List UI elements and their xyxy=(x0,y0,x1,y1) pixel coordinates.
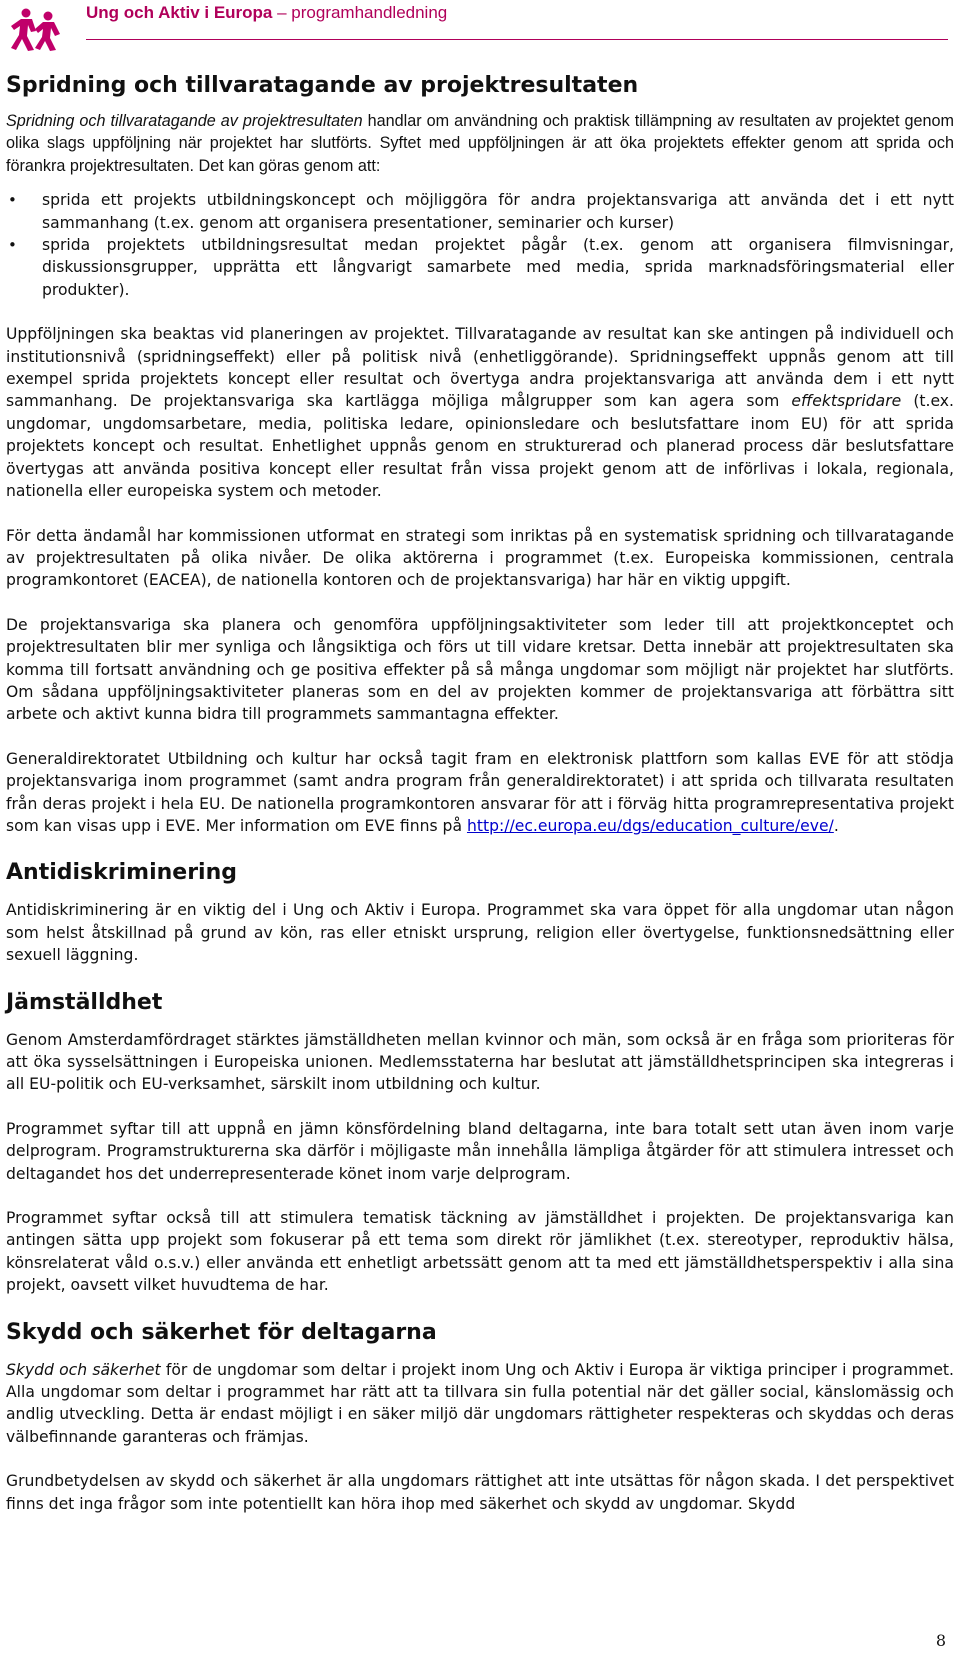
heading-jamstalldhet: Jämställdhet xyxy=(6,989,163,1015)
paragraph-jamstalldhet-1: Genom Amsterdamfördraget stärktes jämställdheten mellan kvinnor och män, som också är en fråga som prioriteras för att öka sysselsättningen i Europeiska unionen. Medlemsstaterna har beslutat att jämställdhetsprincipen ska integreras i all EU-politik och EU-verksamhet, särskilt inom utbildning och kultur. xyxy=(6,1030,954,1094)
heading-skydd: Skydd och säkerhet för deltagarna xyxy=(6,1319,437,1345)
paragraph-projektansvariga: De projektansvariga ska planera och genomföra uppföljningsaktiviteter som leder till att projektkonceptet och projektresultaten blir mer synliga och långsiktiga och förs ut till vidare kretsar. Detta innebär att projektresultaten ska komma till fortsatt användning och ge positiva effekter på så många ungdomar som möjligt när projektet har slutförts. Om sådana uppföljningsaktiviteter planeras som en del av projekten kommer de projektansvariga att förbättra sitt arbete och aktivt kunna bidra till programmets sammantagna effekter. xyxy=(6,615,954,724)
paragraph-skydd-1: Skydd och säkerhet för de ungdomar som deltar i projekt inom Ung och Aktiv i Europa är viktiga principer i programmet. Alla ungdomar som deltar i programmet har rätt att ta tillvara sin fulla potential när det gäller social, känslomässig och andlig utveckling. Detta är endast möjligt i en säker miljö där ungdomars rättigheter respekteras och skyddas och deras välbefinnande garanteras och främjas. xyxy=(6,1360,955,1446)
header-title: Ung och Aktiv i Europa – programhandledning xyxy=(86,3,448,22)
header-rule xyxy=(86,39,948,40)
list-item: • sprida projektets utbildningsresultat medan projektet pågår (t.ex. genom att organisera filmvisningar, diskussionsgrupper, upprätta ett långvarigt samarbete med media, sprida marknadsföringsmaterial eller produkter). xyxy=(6,234,954,301)
paragraph-uppfoljning: Uppföljningen ska beaktas vid planeringen av projektet. Tillvaratagande av resultat kan ske antingen på individuell och institutionsnivå (spridningseffekt) eller på politisk nivå (enhetliggörande). Spridningseffekt uppnås genom att till exempel sprida projektets koncept eller resultat och övertyga andra projektansvariga att använda dem i ett nytt sammanhang. De projektansvariga ska kartlägga möjliga målgrupper som kan agera som effektspridare (t.ex. ungdomar, ungdomsarbetare, media, politiska ledare, opinionsledare och beslutsfattare inom EU) för att sprida projektets koncept och resultat. Enhetlighet uppnås genom en strukturerad och planerad process där beslutsfattare övertygas att använda positiva koncept eller resultat från vissa projekt genom att de införlivas i lokala, regionala, nationella eller europeiska system och metoder. xyxy=(6,325,954,501)
paragraph-skydd-2: Grundbetydelsen av skydd och säkerhet är alla ungdomars rättighet att inte utsättas för någon skada. I det perspektivet finns det inga frågor som inte potentiellt kan höra ihop med säkerhet och skydd av ungdomar. Skydd xyxy=(6,1472,954,1513)
paragraph-antidiskriminering: Antidiskriminering är en viktig del i Ung och Aktiv i Europa. Programmet ska vara öppet för alla ungdomar utan någon som helst åtskillnad på grund av kön, ras eller etniskt ursprung, religion eller övertygelse, funktionsnedsättning eller sexuell läggning. xyxy=(6,901,954,965)
eve-link[interactable]: http://ec.europa.eu/dgs/education_culture/eve/ xyxy=(466,816,834,835)
page-header xyxy=(0,0,960,58)
paragraph-spridning-intro: Spridning och tillvaratagande av projektresultaten handlar om användning och praktisk tillämpning av resultaten av projektet genom olika slags uppföljning när projektet har slutförts. Syftet med uppföljningen är att öka projektets effekter genom att sprida och förankra projektresultaten. Det kan göras genom att: xyxy=(6,112,954,175)
page-number: 8 xyxy=(935,1631,946,1650)
page-content xyxy=(6,72,954,1537)
youth-in-action-logo-icon xyxy=(10,6,62,52)
paragraph-jamstalldhet-3: Programmet syftar också till att stimulera tematisk täckning av jämställdhet i projekten. De projektansvariga kan antingen sätta upp projekt som fokuserar på ett tema som direkt rör jämlikhet (t.ex. stereotyper, reproduktiv hälsa, könsrelaterat våld o.s.v.) eller använda ett enhetligt arbetssätt genom att ta med ett jämställdhetsperspektiv i alla sina projekt, oavsett vilket huvudtema de har. xyxy=(6,1209,954,1295)
paragraph-eve: Generaldirektoratet Utbildning och kultur har också tagit fram en elektronisk plattforn som kallas EVE för att stödja projektansvariga inom programmet (samt andra program från generaldirektoratet) i att sprida och tillvarata resultaten från deras projekt i hela EU. De nationella programkontoren ansvarar för att i förväg hitta programrepresentativa projekt som kan visas upp i EVE. Mer information om EVE finns på http://ec.europa.eu/dgs/education_culture/eve/. xyxy=(6,749,954,835)
heading-spridning: Spridning och tillvaratagande av projektresultaten xyxy=(6,73,639,98)
list-item: • sprida ett projekts utbildningskoncept och möjliggöra för andra projektansvariga att använda det i ett nytt sammanhang (t.ex. genom att organisera presentationer, seminarier och kurser) xyxy=(6,189,954,234)
paragraph-jamstalldhet-2: Programmet syftar till att uppnå en jämn könsfördelning bland deltagarna, inte bara totalt sett utan även inom varje delprogram. Programstrukturerna ska därför i möjligaste mån innehålla lämpliga åtgärder för att stimulera intresset och deltagandet hos det underrepresenterade könet inom varje delprogram. xyxy=(6,1119,954,1183)
bullet-list-spridning xyxy=(6,189,954,301)
paragraph-strategi: För detta ändamål har kommissionen utformat en strategi som inriktas på en systematisk spridning och tillvaratagande av projektresultaten på olika nivåer. De olika aktörerna i programmet (t.ex. Europeiska kommissionen, centrala programkontoret (EACEA), de nationella kontoren och de projektansvariga) har här en viktig uppgift. xyxy=(6,526,954,590)
heading-antidiskriminering: Antidiskriminering xyxy=(6,860,237,886)
